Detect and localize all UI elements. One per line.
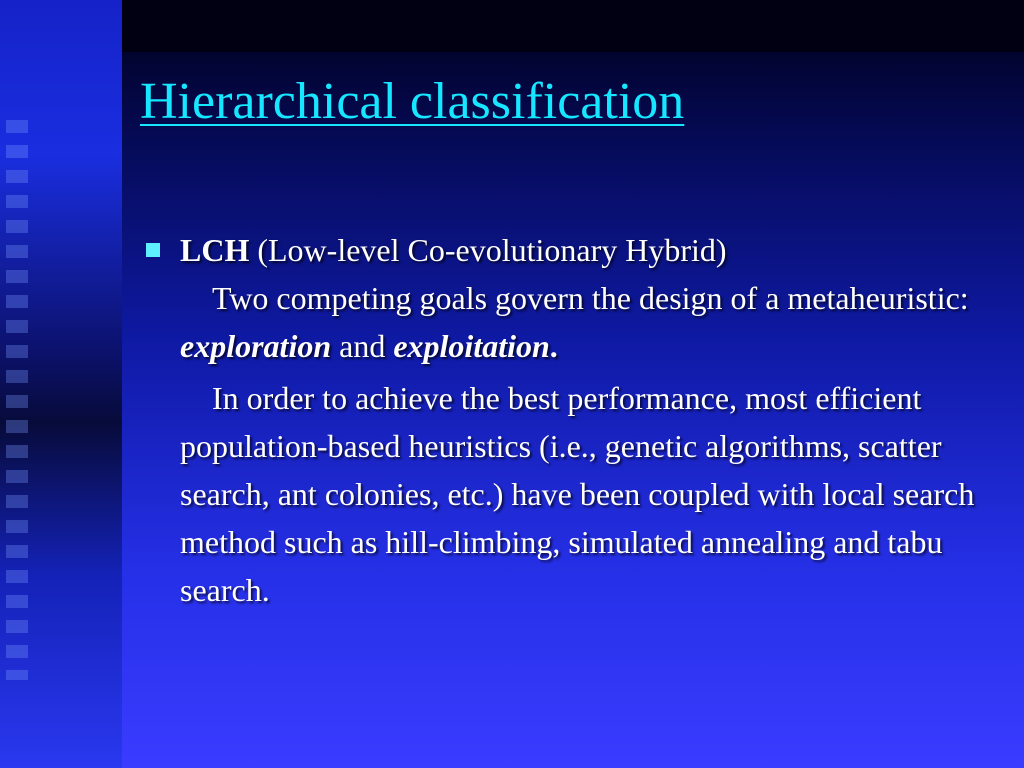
- decorative-squares: [6, 120, 28, 680]
- slide-left-decoration: [0, 0, 122, 768]
- emphasis-exploitation: exploitation: [393, 328, 550, 364]
- paragraph-goals-and: and: [331, 328, 394, 364]
- slide-top-band: [122, 0, 1024, 52]
- paragraph-goals: [142, 274, 992, 370]
- paragraph-goals-text: Two competing goals govern the design of a metaheuristic:: [212, 280, 969, 316]
- paragraph-performance: In order to achieve the best performance, most efficient population-based heuristics (i.e., genetic algorithms, scatter search, ant colonies, etc.) have been coupled with local search method such as hill-climbing, simulated annealing and tabu search.: [180, 380, 975, 608]
- bullet-expansion: (Low-level Co-evolutionary Hybrid): [249, 232, 727, 268]
- bullet-item: [142, 226, 992, 274]
- paragraph-goals-period: .: [549, 328, 558, 364]
- bullet-term: LCH: [180, 232, 250, 268]
- slide-title: Hierarchical classification: [140, 73, 685, 130]
- slide-body: [142, 226, 992, 614]
- square-bullet-icon: [146, 243, 160, 257]
- emphasis-exploration: exploration: [180, 328, 332, 364]
